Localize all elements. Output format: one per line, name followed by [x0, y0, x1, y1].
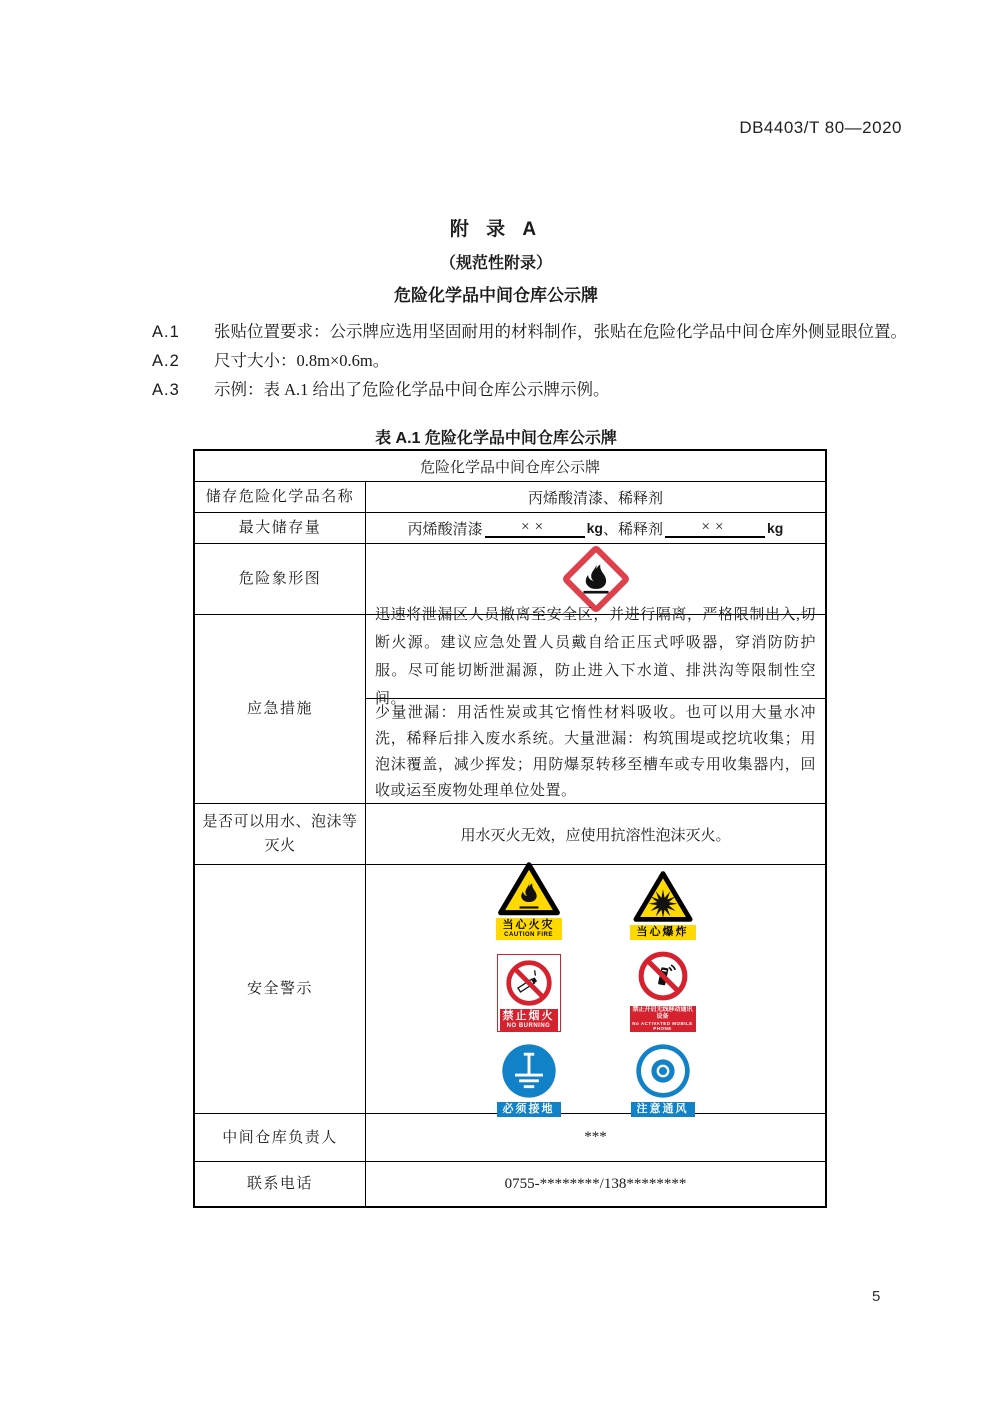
clause-a2 — [90, 347, 908, 375]
must-ground-label-zh: 必须接地 — [502, 1103, 555, 1116]
appendix-heading: 危险化学品中间仓库公示牌 — [394, 286, 598, 305]
phone-value: 0755-********/138******** — [504, 1175, 687, 1192]
sign-no-mobile-phone — [604, 946, 722, 1032]
page-number: 5 — [872, 1288, 881, 1305]
clause-a1-text: 张贴位置要求：公示牌应选用坚固耐用的材料制作，张贴在危险化学品中间仓库外侧显眼位置。 — [214, 322, 907, 341]
table-caption: 表 A.1 危险化学品中间仓库公示牌 — [375, 430, 617, 447]
doc-number: DB4403/T 80—2020 — [739, 118, 902, 137]
ventilation-icon — [634, 1042, 692, 1100]
clause-a1 — [90, 318, 908, 346]
caution-fire-label-zh: 当心火灾 — [502, 919, 555, 932]
emergency-paragraph-2 — [366, 699, 825, 804]
clause-a2-number: A.2 — [152, 352, 180, 370]
emergency-cell — [366, 606, 825, 803]
caution-explosion-labelbar — [630, 925, 696, 940]
notice-board-table — [193, 449, 827, 1208]
extinguish-value: 用水灭火无效，应使用抗溶性泡沫灭火。 — [460, 827, 731, 844]
clause-list — [90, 318, 908, 405]
no-burning-label-zh: 禁止烟火 — [502, 1010, 555, 1023]
max-storage-unit1: kg — [586, 520, 603, 536]
table-row — [195, 1161, 825, 1206]
no-burning-icon — [503, 957, 555, 1009]
no-mobile-phone-labelbar — [630, 1006, 696, 1032]
safety-label: 安全警示 — [195, 865, 366, 1113]
caution-fire-labelbar — [496, 918, 562, 940]
caution-explosion-icon — [632, 870, 694, 923]
max-storage-qty1: ×× — [485, 519, 585, 538]
max-storage-item2: 稀释剂 — [618, 521, 664, 538]
sign-caution-explosion — [604, 861, 722, 940]
appendix-title-block — [0, 214, 992, 306]
table-row — [195, 451, 825, 481]
emergency-paragraph-1 — [366, 606, 825, 707]
must-ground-icon — [500, 1042, 558, 1100]
no-mobile-phone-label-en: No ACTIVATED MOBILE PHONE — [632, 1020, 693, 1031]
caution-fire-icon — [496, 861, 562, 916]
caution-explosion-label-zh: 当心爆炸 — [636, 926, 689, 939]
phone-label: 联系电话 — [195, 1162, 366, 1206]
table-row — [195, 606, 825, 803]
sign-no-burning — [470, 946, 588, 1032]
clause-a3-text: 示例：表 A.1 给出了危险化学品中间仓库公示牌示例。 — [214, 380, 610, 399]
ventilation-label-zh: 注意通风 — [636, 1103, 689, 1116]
extinguish-label: 是否可以用水、泡沫等灭火 — [195, 804, 366, 864]
table-row — [195, 803, 825, 864]
table-row — [195, 512, 825, 543]
no-mobile-phone-label-zh: 禁止开启无线移动通讯设备 — [632, 1006, 693, 1020]
max-storage-separator: 、 — [602, 521, 618, 538]
table-row — [195, 481, 825, 512]
table-row — [195, 1113, 825, 1161]
clause-a3-number: A.3 — [152, 381, 180, 399]
max-storage-qty2: ×× — [665, 519, 765, 538]
emergency-label: 应急措施 — [195, 615, 366, 803]
appendix-subtitle: （规范性附录） — [439, 255, 552, 272]
safety-cell — [366, 865, 825, 1116]
caution-fire-label-en: CAUTION FIRE — [504, 932, 553, 939]
appendix-title: 附 录 A — [449, 219, 543, 240]
sign-caution-fire — [470, 861, 588, 940]
no-burning-label-en: NO BURNING — [506, 1023, 551, 1030]
sign-must-ground — [470, 1038, 588, 1117]
table-row — [195, 864, 825, 1116]
emergency-paragraph-2-text: 少量泄漏：用活性炭或其它惰性材料吸收。也可以用大量水冲洗，稀释后排入废水系统。大量泄漏：构筑围堤或挖坑收集；用泡沫覆盖，减少挥发；用防爆泵转移至槽车或专用收集器内，回收或运至废物处理单位处置。 — [375, 704, 816, 799]
pictogram-label: 危险象形图 — [195, 544, 366, 614]
chemical-name-label: 储存危险化学品名称 — [195, 482, 366, 512]
no-mobile-phone-icon — [635, 948, 691, 1004]
manager-label: 中间仓库负责人 — [195, 1114, 366, 1161]
clause-a3 — [90, 376, 908, 404]
manager-value: *** — [584, 1129, 607, 1145]
safety-signs-grid — [470, 861, 722, 1117]
max-storage-item1: 丙烯酸清漆 — [407, 521, 483, 538]
chemical-name-value: 丙烯酸清漆、稀释剂 — [527, 490, 663, 507]
max-storage-label: 最大储存量 — [195, 513, 366, 543]
board-title: 危险化学品中间仓库公示牌 — [419, 459, 600, 476]
emergency-paragraph-1-text: 迅速将泄漏区人员撤离至安全区，并进行隔离，严格限制出入,切断火源。建议应急处置人员戴自给正压式呼吸器，穿消防防护服。尽可能切断泄漏源，防止进入下水道、排洪沟等限制性空间。 — [375, 606, 816, 707]
clause-a2-text: 尺寸大小：0.8m×0.6m。 — [214, 351, 390, 370]
no-burning-labelbar — [500, 1009, 558, 1031]
clause-a1-number: A.1 — [152, 323, 180, 341]
sign-ventilation — [604, 1038, 722, 1117]
no-burning-plate — [497, 954, 561, 1032]
max-storage-unit2: kg — [767, 520, 784, 536]
max-storage-value — [366, 513, 825, 543]
